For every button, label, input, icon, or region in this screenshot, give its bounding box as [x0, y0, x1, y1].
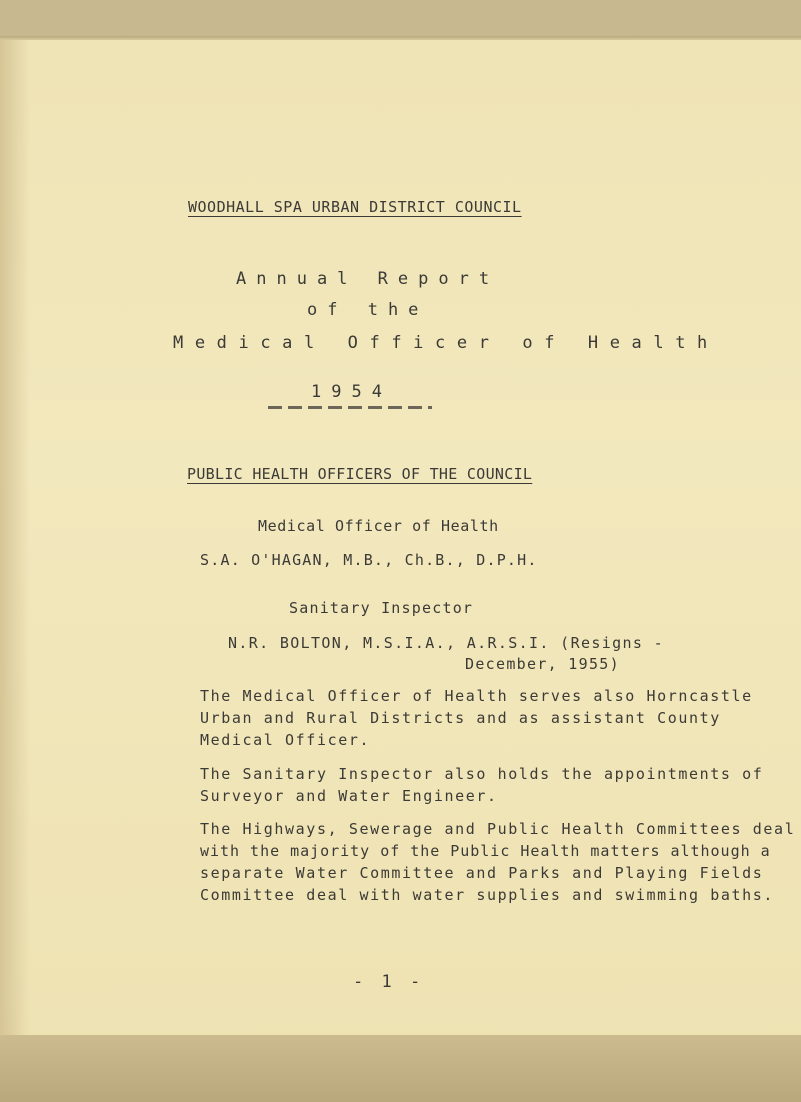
page-shadow: [0, 40, 30, 1102]
title-line-of-the: of the: [307, 300, 429, 320]
council-header: WOODHALL SPA URBAN DISTRICT COUNCIL: [188, 198, 522, 216]
paragraph-3-line-2: with the majority of the Public Health matters although a: [200, 842, 771, 860]
title-line-medical-officer: Medical Officer of Health: [173, 333, 719, 353]
paragraph-1-line-1: The Medical Officer of Health serves also Horncastle: [200, 687, 753, 705]
paragraph-1-line-2: Urban and Rural Districts and as assistant County: [200, 709, 721, 727]
paragraph-3-line-1: The Highways, Sewerage and Public Health Committees deal: [200, 820, 796, 838]
officer-1-role: Medical Officer of Health: [258, 517, 499, 535]
page-number: - 1 -: [353, 972, 425, 992]
paragraph-2-line-2: Surveyor and Water Engineer.: [200, 787, 498, 805]
paragraph-3-line-3: separate Water Committee and Parks and Playing Fields: [200, 864, 764, 882]
paragraph-3-line-4: Committee deal with water supplies and swimming baths.: [200, 886, 775, 904]
section-heading: PUBLIC HEALTH OFFICERS OF THE COUNCIL: [187, 465, 533, 483]
officer-2-role: Sanitary Inspector: [289, 599, 474, 617]
title-separator: [268, 406, 432, 409]
paragraph-2-line-1: The Sanitary Inspector also holds the appointments of: [200, 765, 764, 783]
paragraph-1-line-3: Medical Officer.: [200, 731, 371, 749]
title-line-annual-report: Annual Report: [236, 269, 500, 289]
officer-1-name: S.A. O'HAGAN, M.B., Ch.B., D.P.H.: [200, 551, 538, 569]
officer-2-name-line1: N.R. BOLTON, M.S.I.A., A.R.S.I. (Resigns -: [228, 634, 664, 652]
page-bottom-band: [0, 1035, 801, 1102]
officer-2-name-line2: December, 1955): [465, 655, 620, 673]
title-year: 1954: [311, 382, 392, 402]
